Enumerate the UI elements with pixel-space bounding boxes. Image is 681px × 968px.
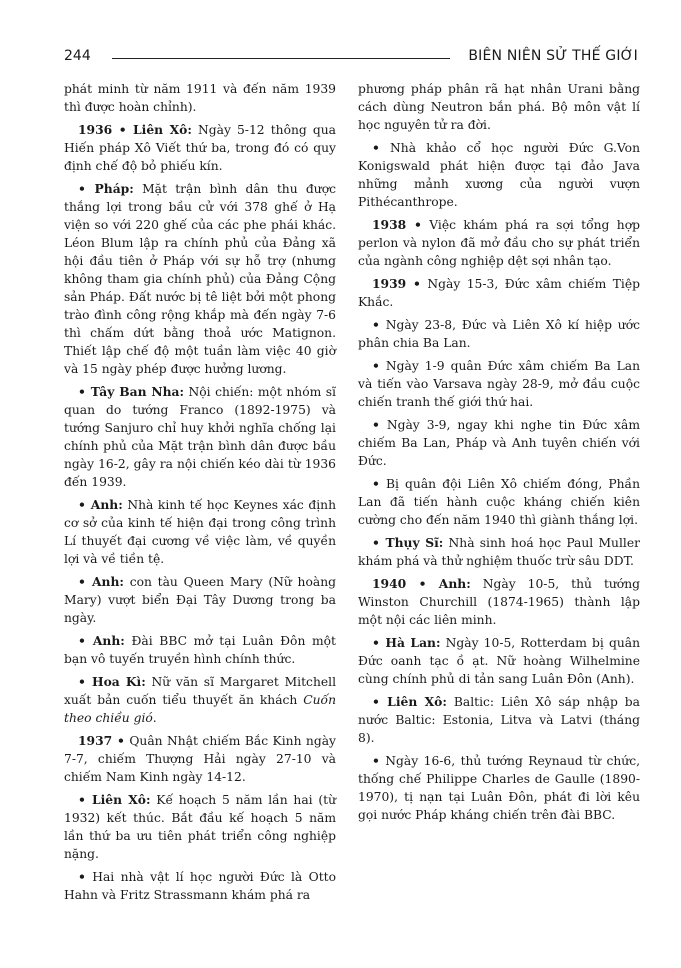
entry-lead: • [372, 317, 380, 332]
entry-tail: . [152, 711, 157, 725]
entry-lead: • Thụy Sĩ: [372, 535, 444, 550]
entry-lead: • [372, 753, 380, 768]
entry-lead: • Liên Xô: [372, 694, 447, 709]
paragraph [64, 868, 336, 904]
paragraph [358, 534, 640, 570]
paragraph [64, 632, 336, 668]
entry-text: Ngày 10-5, Rotterdam bị quân Đức oanh tạc ồ ạt. Nữ hoàng Wilhelmine cùng chính phủ di tản sang Luân Đôn (Anh). [358, 636, 640, 686]
entry-lead: • Anh: [78, 497, 123, 512]
entry-lead: • Hà Lan: [372, 635, 441, 650]
entry-text: Ngày 3-9, ngay khi nghe tin Đức xâm chiếm Ba Lan, Pháp và Anh tuyên chiến với Đức. [358, 418, 640, 468]
entry-lead: • [372, 417, 380, 432]
page-header [64, 48, 638, 70]
entry-text: Đài BBC mở tại Luân Đôn một bạn vô tuyến truyền hình chính thức. [64, 634, 336, 666]
entry-text: Kế hoạch 5 năm lần hai (từ 1932) kết thúc. Bắt đầu kế hoạch 5 năm lần thứ ba ưu tiên phát triển công nghiệp nặng. [64, 793, 336, 861]
paragraph [358, 357, 640, 411]
entry-text: Nội chiến: một nhóm sĩ quan do tướng Franco (1892-1975) và tướng Sanjuro chỉ huy khởi nghĩa chống lại chính phủ của Mặt trận bình dân được bầu ngày 16-2, gây ra nội chiến kéo dài từ 1936 đến 1939. [64, 385, 336, 489]
entry-text: con tàu Queen Mary (Nữ hoàng Mary) vượt biển Đại Tây Dương trong ba ngày. [64, 575, 336, 625]
paragraph [64, 121, 336, 175]
entry-text: Ngày 10-5, thủ tướng Winston Churchill (1874-1965) thành lập một nội các liên minh. [358, 577, 640, 627]
paragraph [358, 634, 640, 688]
entry-lead: • Pháp: [78, 181, 134, 196]
entry-text: Ngày 5-12 thông qua Hiến pháp Xô Viết thứ ba, trong đó có quy định chế độ bỏ phiếu kín. [64, 123, 336, 173]
book-title: Cuốn theo chiều gió [64, 693, 336, 725]
paragraph [64, 732, 336, 786]
entry-text: Nữ văn sĩ Margaret Mitchell xuất bản cuốn tiểu thuyết ăn khách [64, 675, 337, 707]
entry-text: phương pháp phân rã hạt nhân Urani bằng cách dùng Neutron bắn phá. Bộ môn vật lí học nguyên tử ra đời. [358, 82, 640, 132]
entry-lead: • Liên Xô: [78, 792, 151, 807]
entry-text: Mặt trận bình dân thu được thắng lợi trong bầu cử với 378 ghế ở Hạ viện so với 220 ghế của các phe phái khác. Léon Blum lập ra chính phủ của Đảng xã hội đầu tiên ở Pháp với sự hỗ trợ (nhưng không tham gia chính phủ) của Đảng Cộng sản Pháp. Đất nước bị tê liệt bởi một phong trào đình công rộng khắp mà đến ngày 7-6 thì chấm dứt bằng thoả ước Matignon. Thiết lập chế độ một tuần làm việc 40 giờ và 15 ngày phép được hưởng lương. [64, 182, 336, 376]
entry-text: phát minh từ năm 1911 và đến năm 1939 thì được hoàn chỉnh). [64, 82, 336, 114]
paragraph [64, 180, 336, 378]
entry-lead: • [372, 358, 380, 373]
paragraph [358, 693, 640, 747]
entry-lead: • Anh: [78, 633, 125, 648]
entry-lead: 1940 • Anh: [372, 576, 471, 591]
paragraph [64, 383, 336, 491]
paragraph [358, 275, 640, 311]
entry-lead: • Anh: [78, 574, 124, 589]
entry-lead: 1937 • [78, 733, 125, 748]
header-rule [112, 58, 450, 59]
paragraph [358, 575, 640, 629]
entry-text: Ngày 15-3, Đức xâm chiếm Tiệp Khắc. [358, 277, 640, 309]
paragraph [358, 216, 640, 270]
paragraph [358, 139, 640, 211]
right-column [358, 80, 640, 829]
paragraph [358, 752, 640, 824]
entry-text: Nhà sinh hoá học Paul Muller khám phá và thử nghiệm thuốc trừ sâu DDT. [358, 536, 640, 568]
entry-lead: • Tây Ban Nha: [78, 384, 185, 399]
entry-lead: 1938 • [372, 217, 422, 232]
entry-text: Ngày 23-8, Đức và Liên Xô kí hiệp ước phân chia Ba Lan. [358, 318, 640, 350]
entry-text: Quân Nhật chiếm Bắc Kinh ngày 7-7, chiếm Thượng Hải ngày 27-10 và chiếm Nam Kinh ngày 14-12. [64, 734, 336, 784]
entry-lead: • Hoa Kì: [78, 674, 146, 689]
entry-lead: 1939 • [372, 276, 421, 291]
paragraph [358, 475, 640, 529]
paragraph [358, 80, 640, 134]
entry-text: Việc khám phá ra sợi tổng hợp perlon và nylon đã mở đầu cho sự phát triển của ngành công nghiệp dệt sợi nhân tạo. [358, 218, 641, 268]
entry-text: Ngày 16-6, thủ tướng Reynaud từ chức, thống chế Philippe Charles de Gaulle (1890-1970), tị nạn tại Luân Đôn, phát đi lời kêu gọi nước Pháp kháng chiến trên đài BBC. [358, 754, 640, 822]
paragraph [358, 416, 640, 470]
page-number: 244 [64, 48, 91, 64]
entry-text: Nhà khảo cổ học người Đức G.Von Konigswald phát hiện được tại đảo Java những mảnh xương của người vượn Pithécanthrope. [358, 141, 640, 209]
entry-lead: • [78, 869, 86, 884]
entry-text: Bị quân đội Liên Xô chiếm đóng, Phần Lan đã tiến hành cuộc kháng chiến kiên cường cho đến năm 1940 thì giành thắng lợi. [358, 477, 640, 527]
entry-lead: • [372, 140, 380, 155]
entry-text: Ngày 1-9 quân Đức xâm chiếm Ba Lan và tiến vào Varsava ngày 28-9, mở đầu cuộc chiến tranh thế giới thứ hai. [358, 359, 640, 409]
paragraph [64, 573, 336, 627]
entry-text: Baltic: Liên Xô sáp nhập ba nước Baltic: Estonia, Litva và Latvi (tháng 8). [358, 695, 640, 745]
entry-lead: 1936 • Liên Xô: [78, 122, 192, 137]
entry-text: Nhà kinh tế học Keynes xác định cơ sở của kinh tế hiện đại trong công trình Lí thuyết đại cương về việc làm, về quyền lợi và về tiền tệ. [64, 498, 337, 566]
entry-lead: • [372, 476, 380, 491]
entry-text: Hai nhà vật lí học người Đức là Otto Hahn và Fritz Strassmann khám phá ra [64, 870, 336, 902]
left-column [64, 80, 336, 909]
paragraph [358, 316, 640, 352]
running-title: BIÊN NIÊN SỬ THẾ GIỚI [468, 48, 638, 64]
paragraph [64, 791, 336, 863]
paragraph [64, 496, 336, 568]
paragraph [64, 673, 336, 727]
paragraph [64, 80, 336, 116]
